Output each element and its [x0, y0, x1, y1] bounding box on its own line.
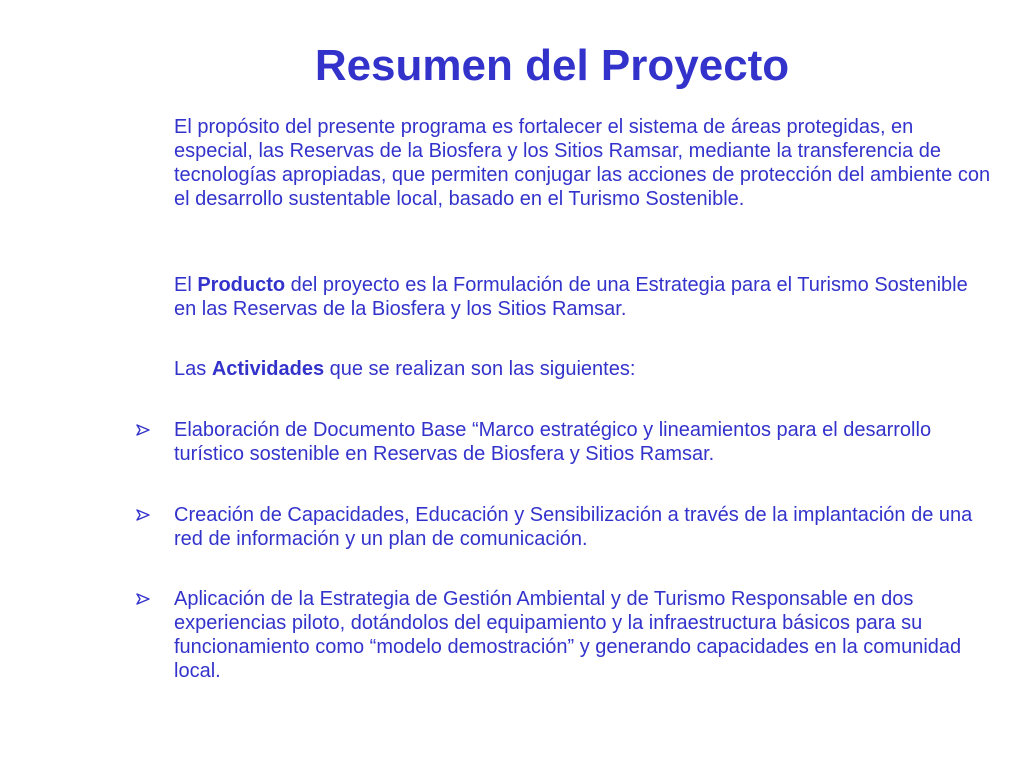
activity-bullet-2 [174, 503, 994, 551]
purpose-paragraph: El propósito del presente programa es fortalecer el sistema de áreas protegidas, en especial, las Reservas de la Biosfera y los Sitios Ramsar, mediante la transferencia de tecnologías apropiadas, que permiten conjugar las acciones de protección del ambiente con el desarrollo sustentable local, basado en el Turismo Sostenible. [174, 116, 991, 210]
activities-keyword: Actividades [211, 358, 325, 380]
activity-bullet-3 [174, 587, 994, 683]
product-suffix: del proyecto es la Formulación de una Estrategia para el Turismo Sostenible en las Reservas de la Biosfera y los Sitios Ramsar. [174, 274, 968, 320]
product-prefix: El [174, 274, 198, 296]
activity-bullet-text: Aplicación de la Estrategia de Gestión Ambiental y de Turismo Responsable en dos experiencias piloto, dotándolos del equipamiento y la infraestructura básicos para su funcionamiento como “modelo demostración” y generando capacidades en la comunidad local. [174, 588, 962, 682]
activities-suffix: que se realizan son las siguientes: [324, 358, 636, 380]
activities-prefix: Las [174, 358, 212, 380]
product-keyword: Producto [197, 274, 286, 296]
arrowhead-bullet-icon [136, 509, 150, 521]
activity-bullet-text: Creación de Capacidades, Educación y Sensibilización a través de la implantación de una red de información y un plan de comunicación. [174, 504, 973, 550]
arrowhead-bullet-icon [136, 424, 150, 436]
activity-bullet-text: Elaboración de Documento Base “Marco estratégico y lineamientos para el desarrollo turístico sostenible en Reservas de Biosfera y Sitios Ramsar. [174, 419, 932, 465]
product-paragraph [174, 273, 994, 321]
arrowhead-bullet-icon [136, 593, 150, 605]
activities-intro [174, 357, 994, 381]
activity-bullet-1 [174, 418, 994, 466]
slide-title: Resumen del Proyecto [314, 41, 790, 90]
